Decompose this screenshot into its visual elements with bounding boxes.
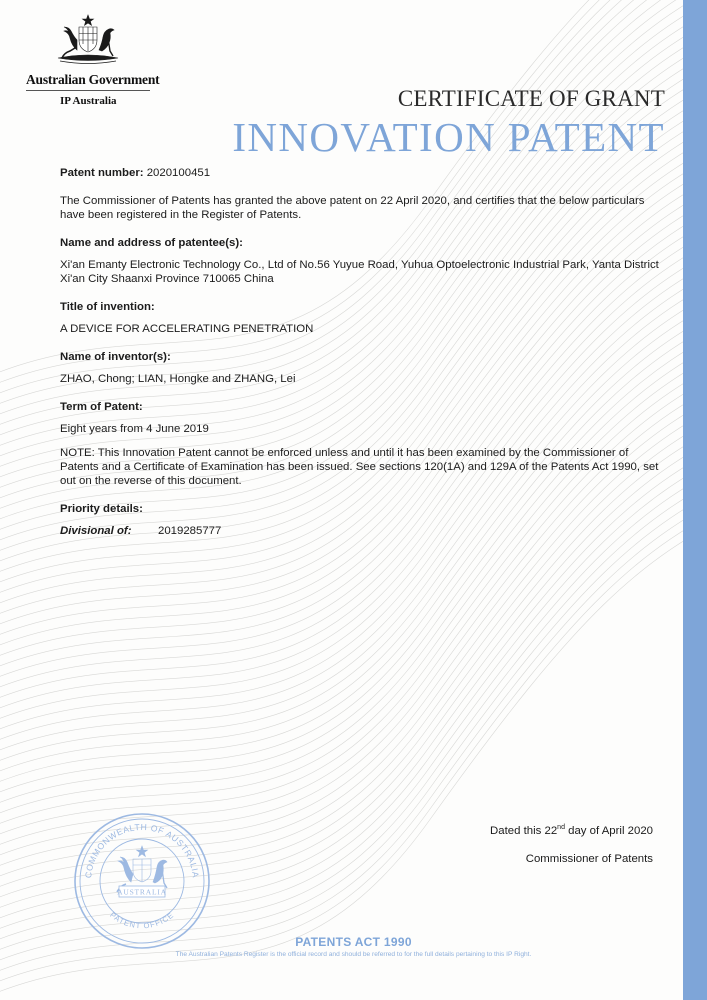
dated-ordinal: nd xyxy=(557,824,565,831)
patents-act-title: PATENTS ACT 1990 xyxy=(295,935,412,949)
dated-prefix: Dated this 22 xyxy=(490,825,558,837)
certificate-body xyxy=(60,166,660,538)
inventors-heading: Name of inventor(s): xyxy=(60,351,171,363)
inventors-value: ZHAO, Chong; LIAN, Hongke and ZHANG, Lei xyxy=(60,373,296,385)
divisional-label: Divisional of: xyxy=(60,525,132,537)
certificate-type: CERTIFICATE OF GRANT xyxy=(397,86,665,111)
agency-name: IP Australia xyxy=(60,95,117,107)
patent-office-seal xyxy=(73,812,211,950)
term-value: Eight years from 4 June 2019 xyxy=(60,423,209,435)
header-divider xyxy=(26,90,150,91)
patent-number-value: 2020100451 xyxy=(146,167,211,179)
svg-text:PATENT OFFICE xyxy=(108,910,175,930)
invention-title: A DEVICE FOR ACCELERATING PENETRATION xyxy=(60,323,314,335)
register-disclaimer: The Australian Patents Register is the official record and should be referred to for the full details pertaining to this IP Right. xyxy=(175,951,532,958)
dated-rest: day of April 2020 xyxy=(564,825,653,837)
accent-sidebar xyxy=(683,0,707,1000)
patentee-value: Xi'an Emanty Electronic Technology Co., Ltd of No.56 Yuyue Road, Yuhua Optoelectronic Industrial Park, Yanta District Xi'an City Shaanxi Province 710065 China xyxy=(60,259,659,285)
seal-banner-text: AUSTRALIA xyxy=(117,887,167,897)
seal-bottom-text: PATENT OFFICE xyxy=(108,910,176,931)
enforcement-note: NOTE: This Innovation Patent cannot be enforced unless and until it has been examined by the Commissioner of Patents and a Certificate of Examination has been issued. See sections 120(1A) and 129A of the Patents Act 1990, set out on the reverse of this document. xyxy=(60,447,659,487)
patent-number-label: Patent number: xyxy=(60,167,144,179)
signatory-title: Commissioner of Patents xyxy=(525,853,653,865)
term-heading: Term of Patent: xyxy=(60,401,143,413)
divisional-line xyxy=(60,524,660,538)
divisional-value: 2019285777 xyxy=(158,525,222,537)
coat-of-arms-logo xyxy=(50,14,126,70)
patentee-heading: Name and address of patentee(s): xyxy=(60,237,243,249)
patent-type-title: INNOVATION PATENT xyxy=(232,114,665,160)
priority-heading: Priority details: xyxy=(60,503,143,515)
invention-heading: Title of invention: xyxy=(60,301,155,313)
seal-outer-text: COMMONWEALTH OF AUSTRALIA xyxy=(83,821,201,879)
dated-line xyxy=(490,825,653,837)
government-name: Australian Government xyxy=(26,72,160,87)
patent-number-line xyxy=(60,166,660,180)
grant-statement: The Commissioner of Patents has granted the above patent on 22 April 2020, and certifies that the below particulars have been registered in the Register of Patents. xyxy=(60,195,645,221)
